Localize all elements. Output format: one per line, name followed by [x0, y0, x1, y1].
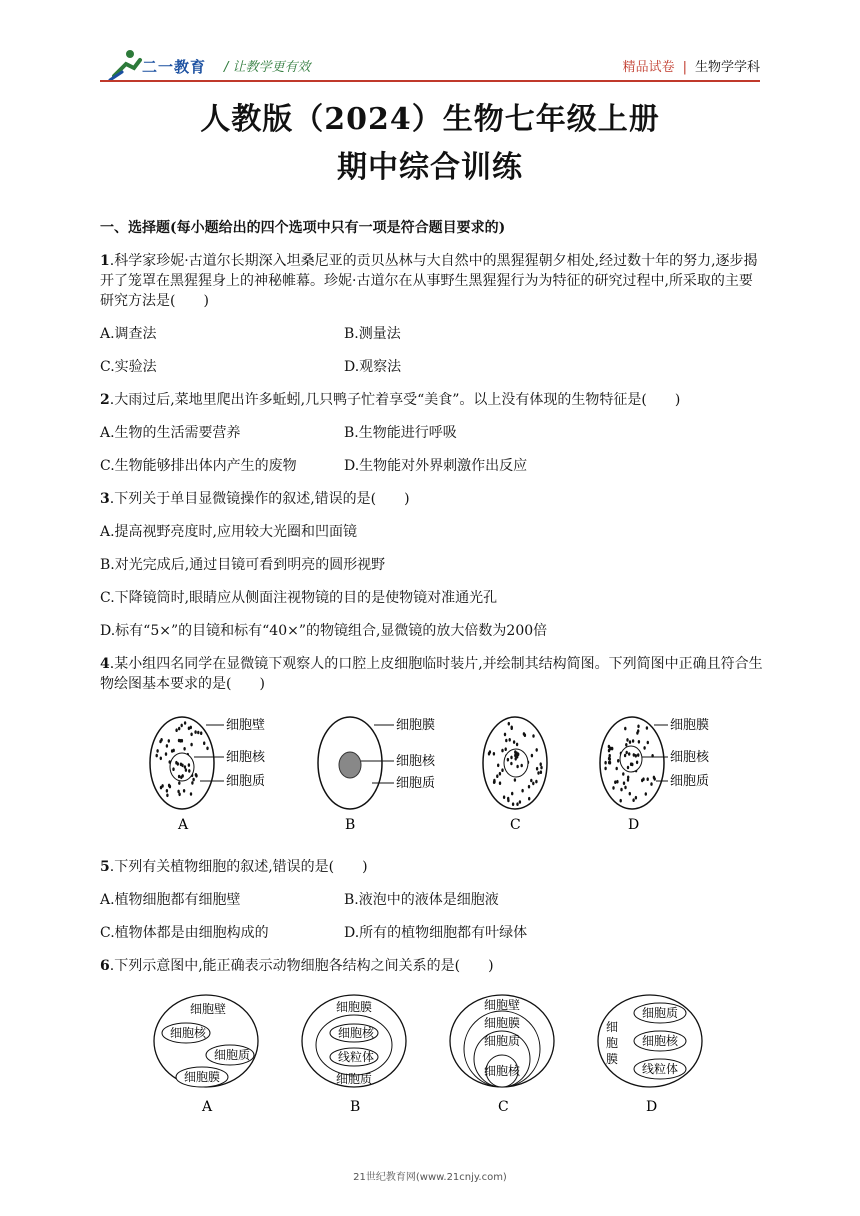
stipple-dot [632, 798, 634, 802]
stipple-dot [638, 740, 640, 744]
option-b[interactable]: B.生物能进行呼吸 [344, 425, 457, 441]
stipple-dot [195, 773, 197, 777]
question-5-options [100, 890, 764, 956]
stipple-dot [612, 786, 614, 790]
stipple-dot [513, 740, 515, 744]
section-heading: 一、选择题(每小题给出的四个选项中只有一项是符合题目要求的) [100, 220, 506, 236]
label-wall: 细胞壁 [484, 998, 521, 1012]
figure-letter-a: A [202, 1099, 213, 1115]
stipple-dot [516, 802, 518, 806]
option-a[interactable]: A.调查法 [100, 326, 157, 342]
label-membrane-char1: 细 [606, 1020, 619, 1034]
label-cytoplasm: 细胞质 [214, 1048, 251, 1062]
figure-letter-c: C [510, 817, 521, 833]
label-cytoplasm: 细胞质 [226, 774, 266, 789]
stipple-dot [512, 802, 514, 806]
label-cytoplasm: 细胞质 [396, 776, 436, 791]
stipple-dot [178, 727, 180, 731]
stipple-dot [646, 726, 648, 730]
stipple-dot [637, 729, 639, 733]
stipple-dot [625, 743, 627, 747]
stipple-dot [183, 789, 185, 793]
figure-letter-a: A [178, 817, 189, 833]
figure-letter-c: C [498, 1099, 509, 1115]
stipple-dot [631, 763, 633, 767]
stipple-dot [627, 778, 629, 782]
option-c[interactable]: C.植物体都是由细胞构成的 [100, 925, 269, 941]
stipple-dot [532, 782, 534, 786]
label-nucleus: 细胞核 [642, 1034, 679, 1048]
stipple-dot [632, 739, 634, 743]
figure-letter-d: D [646, 1099, 658, 1115]
stipple-dot [183, 747, 185, 751]
option-d[interactable]: D.观察法 [344, 359, 402, 375]
page-title: 人教版（2024）生物七年级上册 [200, 102, 660, 137]
stipple-dot [629, 740, 631, 744]
question-5 [100, 857, 764, 877]
question-text: .下列示意图中,能正确表示动物细胞各结构之间关系的是( ) [109, 958, 494, 974]
stipple-dot [536, 748, 538, 752]
stipple-dot [507, 797, 509, 801]
question-4 [100, 654, 764, 694]
stipple-dot [168, 784, 170, 788]
stipple-dot [608, 757, 610, 761]
option-b[interactable]: B.对光完成后,通过目镜可看到明亮的圆形视野 [100, 557, 386, 573]
stipple-dot [528, 797, 530, 801]
stipple-dot [642, 777, 644, 781]
stipple-dot [501, 749, 503, 753]
cell-diagram-figure [140, 711, 760, 841]
stipple-dot [636, 761, 638, 765]
question-3 [100, 489, 764, 509]
logo-text: 二一教育 [142, 58, 207, 76]
question-number: 4 [100, 656, 110, 672]
option-c[interactable]: C.实验法 [100, 359, 157, 375]
nucleus-shaded [339, 752, 361, 778]
stipple-dot [521, 764, 523, 768]
stipple-dot [493, 752, 495, 756]
cell-diagram-d [600, 717, 710, 833]
question-number: 3 [100, 491, 110, 507]
stipple-dot [178, 793, 180, 797]
stipple-dot [624, 727, 626, 731]
stipple-dot [496, 774, 498, 778]
stipple-dot [524, 733, 526, 737]
stipple-dot [156, 749, 158, 753]
stipple-dot [637, 753, 639, 757]
stipple-dot [508, 722, 510, 726]
stipple-dot [192, 778, 194, 782]
option-d[interactable]: D.生物能对外界刺激作出反应 [344, 458, 528, 474]
label-nucleus: 细胞核 [670, 750, 710, 765]
stipple-dot [627, 766, 629, 770]
cell-diagram-a [150, 717, 266, 833]
figure-letter-d: D [628, 817, 640, 833]
stipple-dot [510, 756, 512, 760]
stipple-dot [501, 768, 503, 772]
stipple-dot [645, 792, 647, 796]
stipple-dot [166, 789, 168, 793]
question-text: .下列关于单目显微镜操作的叙述,错误的是( ) [109, 491, 410, 507]
label-membrane: 细胞膜 [670, 718, 710, 733]
option-c[interactable]: C.生物能够排出体内产生的废物 [100, 458, 297, 474]
structure-relation-figure [150, 989, 770, 1119]
stipple-dot [604, 767, 606, 771]
question-number: 6 [100, 958, 110, 974]
stipple-dot [168, 739, 170, 743]
question-number: 5 [100, 859, 110, 875]
stipple-dot [191, 781, 193, 785]
stipple-dot [188, 769, 190, 773]
label-nucleus: 细胞核 [396, 754, 436, 769]
header-tag-subject: 生物学学科 [694, 60, 760, 75]
label-mitochondria: 线粒体 [338, 1050, 375, 1064]
label-membrane: 细胞膜 [484, 1016, 521, 1030]
stipple-dot [628, 752, 630, 756]
option-a[interactable]: A.提高视野亮度时,应用较大光圈和凹面镜 [100, 524, 358, 540]
label-wall: 细胞壁 [226, 718, 266, 733]
stipple-dot [488, 752, 490, 756]
relation-diagram-a [154, 995, 258, 1115]
stipple-dot [188, 727, 190, 731]
stipple-dot [635, 796, 637, 800]
stipple-dot [507, 758, 509, 762]
stipple-dot [511, 726, 513, 730]
stipple-dot [532, 734, 534, 738]
cell-diagram-c [483, 717, 547, 833]
label-nucleus: 细胞核 [226, 750, 266, 765]
label-cytoplasm: 细胞质 [484, 1034, 521, 1048]
label-nucleus: 细胞核 [338, 1026, 375, 1040]
stipple-dot [160, 738, 162, 742]
header-subject [623, 56, 760, 75]
stipple-dot [510, 762, 512, 766]
stipple-dot [528, 785, 530, 789]
stipple-dot [626, 738, 628, 742]
stipple-dot [521, 789, 523, 793]
option-c[interactable]: C.下降镜筒时,眼睛应从侧面注视物镜的目的是使物镜对准通光孔 [100, 590, 498, 606]
stipple-dot [499, 781, 501, 785]
stipple-dot [604, 761, 606, 765]
label-membrane-char2: 胞 [606, 1036, 619, 1050]
stipple-dot [509, 738, 511, 742]
header-separator: | [682, 60, 687, 75]
label-cytoplasm: 细胞质 [642, 1006, 679, 1020]
stipple-dot [617, 759, 619, 763]
relation-diagram-c [450, 995, 554, 1115]
stipple-dot [181, 764, 183, 768]
stipple-dot [166, 794, 168, 798]
label-cytoplasm: 细胞质 [336, 1072, 373, 1086]
label-membrane: 细胞膜 [184, 1070, 221, 1084]
page-footer: 21世纪教育网(www.21cnjy.com) [353, 1172, 507, 1183]
figure-letter-b: B [350, 1099, 361, 1115]
stipple-dot [643, 746, 645, 750]
stipple-dot [537, 771, 539, 775]
stipple-dot [178, 775, 180, 779]
stipple-dot [514, 778, 516, 782]
stipple-dot [620, 788, 622, 792]
exam-content [100, 218, 764, 1125]
figure-letter-b: B [345, 817, 356, 833]
header-divider [100, 80, 760, 82]
option-d[interactable]: D.标有“5×”的目镜和标有“40×”的物镜组合,显微镜的放大倍数为200倍 [100, 623, 548, 639]
stipple-dot [184, 721, 186, 725]
page-subtitle: 期中综合训练 [337, 150, 523, 185]
question-2-options [100, 423, 764, 489]
header-slogan: / 让教学更有效 [224, 60, 311, 75]
page-header [0, 0, 860, 80]
option-a[interactable]: A.生物的生活需要营养 [100, 425, 241, 441]
question-1-options [100, 324, 764, 390]
stipple-dot [616, 780, 618, 784]
stipple-dot [166, 744, 168, 748]
stipple-dot [160, 786, 162, 790]
stipple-dot [200, 731, 202, 735]
stipple-dot [165, 752, 167, 756]
stipple-dot [531, 754, 533, 758]
option-b[interactable]: B.测量法 [344, 326, 401, 342]
question-text: .下列有关植物细胞的叙述,错误的是( ) [109, 859, 368, 875]
stipple-dot [197, 731, 199, 735]
stipple-dot [614, 780, 616, 784]
stipple-dot [190, 733, 192, 737]
question-number: 2 [100, 392, 110, 408]
stipple-dot [171, 749, 173, 753]
question-1 [100, 251, 764, 311]
stipple-dot [203, 741, 205, 745]
stipple-dot [536, 767, 538, 771]
label-membrane: 细胞膜 [336, 1000, 373, 1014]
label-nucleus: 细胞核 [170, 1026, 207, 1040]
stipple-dot [505, 739, 507, 743]
stipple-dot [516, 743, 518, 747]
relation-diagram-b [302, 995, 406, 1115]
label-wall: 细胞壁 [190, 1002, 227, 1016]
question-text: .某小组四名同学在显微镜下观察人的口腔上皮细胞临时装片,并绘制其结构简图。下列简图中正确且符合生物绘图基本要求的是( ) [100, 656, 763, 692]
stipple-dot [188, 763, 190, 767]
question-number: 1 [100, 253, 110, 269]
label-membrane-char3: 膜 [606, 1052, 619, 1066]
label-membrane: 细胞膜 [396, 718, 436, 733]
stipple-dot [624, 786, 626, 790]
stipple-dot [620, 799, 622, 803]
stipple-dot [180, 776, 182, 780]
stipple-dot [190, 792, 192, 796]
cell-diagram-b [318, 717, 436, 833]
stipple-dot [629, 792, 631, 796]
stipple-dot [622, 772, 624, 776]
relation-diagram-d [598, 995, 702, 1115]
option-d[interactable]: D.所有的植物细胞都有叶绿体 [344, 925, 528, 941]
stipple-dot [175, 728, 177, 732]
stipple-dot [514, 750, 516, 754]
stipple-dot [190, 743, 192, 747]
stipple-dot [179, 739, 181, 743]
question-6 [100, 956, 764, 976]
stipple-dot [511, 792, 513, 796]
stipple-dot [175, 761, 177, 765]
stipple-dot [540, 766, 542, 770]
stipple-dot [505, 747, 507, 751]
stipple-dot [503, 795, 505, 799]
stipple-dot [181, 724, 183, 728]
stipple-dot [635, 754, 637, 758]
stipple-dot [626, 751, 628, 755]
stipple-dot [647, 741, 649, 745]
stipple-dot [178, 781, 180, 785]
stipple-dot [493, 779, 495, 783]
stipple-dot [504, 733, 506, 737]
header-tag-premium: 精品试卷 [622, 60, 675, 75]
stipple-dot [516, 765, 518, 769]
stipple-dot [616, 767, 618, 771]
stipple-dot [184, 765, 186, 769]
nucleus-outline [620, 746, 642, 772]
stipple-dot [637, 725, 639, 729]
label-cytoplasm: 细胞质 [670, 774, 710, 789]
question-text: .大雨过后,菜地里爬出许多蚯蚓,几只鸭子忙着享受“美食”。以上没有体现的生物特征是( ) [109, 392, 681, 408]
stipple-dot [519, 800, 521, 804]
label-mitochondria: 线粒体 [642, 1062, 679, 1076]
stipple-dot [206, 747, 208, 751]
question-2 [100, 390, 764, 410]
option-a[interactable]: A.植物细胞都有细胞壁 [100, 892, 241, 908]
stipple-dot [156, 754, 158, 758]
stipple-dot [497, 764, 499, 768]
stipple-dot [624, 754, 626, 758]
question-text: .科学家珍妮·古道尔长期深入坦桑尼亚的贡贝丛林与大自然中的黑猩猩朝夕相处,经过数十年的努力,逐步揭开了笼罩在黑猩猩身上的神秘帷幕。珍妮·古道尔在从事野生黑猩猩行为为特征的研究过程中,所采取的主要研究方法是( ) [100, 253, 758, 309]
stipple-dot [647, 777, 649, 781]
stipple-dot [654, 777, 656, 781]
stipple-dot [517, 752, 519, 756]
question-3-options [100, 522, 764, 654]
option-b[interactable]: B.液泡中的液体是细胞液 [344, 892, 499, 908]
stipple-dot [609, 747, 611, 751]
stipple-dot [540, 762, 542, 766]
stipple-dot [623, 781, 625, 785]
stipple-dot [185, 768, 187, 772]
stipple-dot [172, 767, 174, 771]
stipple-dot [194, 730, 196, 734]
stipple-dot [160, 757, 162, 761]
stipple-dot [535, 780, 537, 784]
label-nucleus: 细胞核 [484, 1064, 521, 1078]
stipple-dot [530, 779, 532, 783]
stipple-dot [650, 782, 652, 786]
stipple-dot [540, 770, 542, 774]
stipple-dot [499, 772, 501, 776]
stipple-dot [608, 761, 610, 765]
